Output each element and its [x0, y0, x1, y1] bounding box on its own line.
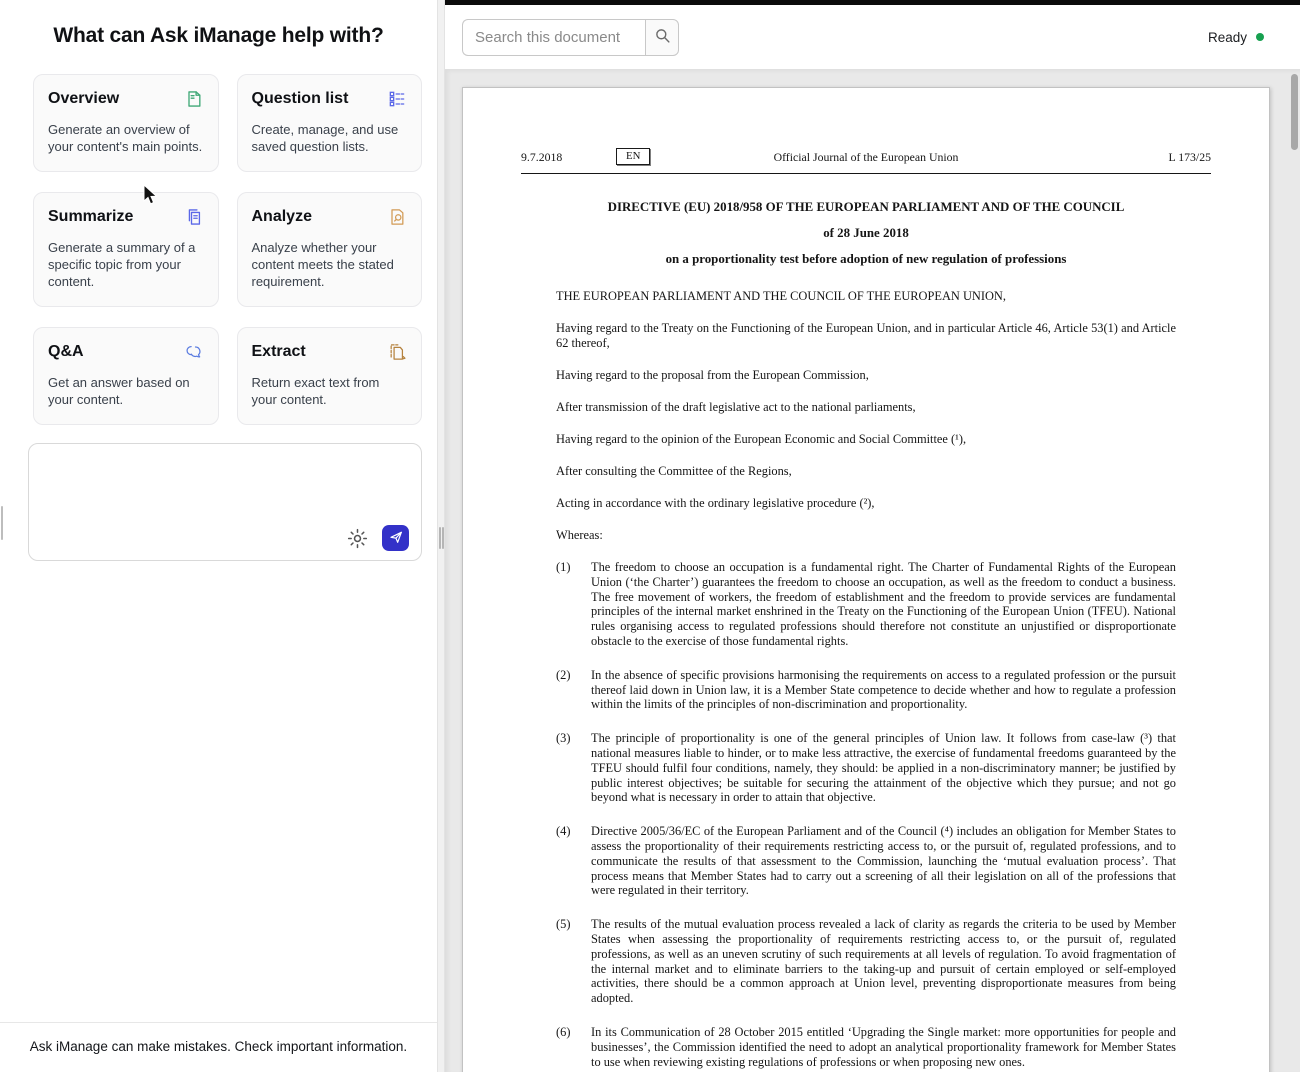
recital-item [556, 917, 1176, 1006]
viewer-toolbar [445, 5, 1300, 69]
preamble-paragraph: After consulting the Committee of the Regions, [556, 464, 792, 478]
recital-text: The principle of proportionality is one of the general principles of Union law. It follows from case-law (³) that national measures liable to hinder, or to make less attractive, the exercise of fundamental freedoms guaranteed by the TFEU should fulfil four conditions, namely, they should: be applied in a non-discriminatory manner; be justified by public interest objectives; be suitable for securing the attainment of the objective which they pursue; and not go beyond what is necessary in order to attain that objective. [591, 731, 1176, 805]
recital-item [556, 731, 1176, 805]
copy-document-icon [184, 207, 204, 227]
directive-title-line: on a proportionality test before adoption of new regulation of professions [665, 252, 1067, 266]
card-qa[interactable] [33, 327, 219, 425]
document-icon [184, 89, 204, 109]
status-indicator [1208, 30, 1264, 45]
card-question-list[interactable] [237, 74, 423, 172]
card-title: Extract [251, 343, 306, 360]
directive-title [521, 200, 1211, 267]
status-label: Ready [1207, 29, 1247, 45]
card-title: Overview [48, 90, 120, 107]
journal-title: Official Journal of the European Union [773, 150, 959, 164]
search-input[interactable] [462, 19, 645, 56]
document-viewport[interactable] [445, 69, 1300, 1072]
card-title: Question list [251, 90, 349, 107]
card-extract[interactable] [237, 327, 423, 425]
whereas-label: Whereas: [556, 528, 603, 542]
directive-title-line: of 28 June 2018 [823, 226, 909, 240]
question-list-icon [387, 89, 407, 109]
recital-number: (4) [556, 824, 571, 839]
extract-documents-icon [387, 342, 407, 362]
preamble-paragraph: THE EUROPEAN PARLIAMENT AND THE COUNCIL OF THE EUROPEAN UNION, [556, 289, 1006, 303]
recital-text: In the absence of specific provisions harmonising the requirements on access to a regulated profession or the pursuit thereof laid down in Union law, it is a Member State competence to decide whether and how to regulate a profession within the limits of the principles of non-discrimination and proportionality. [591, 667, 1176, 712]
journal-page-ref: L 173/25 [1168, 150, 1211, 164]
card-description: Return exact text from your content. [251, 375, 380, 407]
status-dot [1256, 33, 1264, 41]
language-badge: EN [616, 148, 650, 165]
splitter-grip [439, 527, 441, 549]
preamble-paragraph: Having regard to the proposal from the European Commission, [556, 368, 869, 382]
recital-number: (3) [556, 731, 571, 746]
document-page [462, 87, 1270, 1072]
prompt-box [28, 443, 422, 561]
header-rule [521, 173, 1211, 174]
journal-date: 9.7.2018 [521, 150, 563, 164]
document-search [462, 19, 679, 56]
recital-text: Directive 2005/36/EC of the European Parliament and of the Council (⁴) includes an obligation for Member States to assess the proportionality of their requirements restricting access to, or the pursuit of, regulated professions, and to communicate the results of that assessment to the Commission, launching the ‘mutual evaluation process’. That process means that Member States had to carry out a screening of all their legislation on all of the professions that were regulated in their territory. [591, 824, 1176, 898]
preamble-paragraph: Having regard to the Treaty on the Functioning of the European Union, and in particular Article 46, Article 53(1) and Article 62 thereof, [556, 321, 1176, 350]
preamble-paragraph: Acting in accordance with the ordinary legislative procedure (²), [556, 496, 875, 510]
card-description: Create, manage, and use saved question lists. [251, 122, 399, 154]
search-button[interactable] [645, 19, 679, 56]
recital-item [556, 668, 1176, 712]
recital-number: (2) [556, 667, 571, 682]
disclaimer [0, 1022, 437, 1072]
card-analyze[interactable] [237, 192, 423, 307]
recital-item [556, 1025, 1176, 1069]
preamble [521, 289, 1211, 543]
preamble-paragraph: After transmission of the draft legislative act to the national parliaments, [556, 400, 916, 414]
card-description: Get an answer based on your content. [48, 375, 190, 407]
card-description: Analyze whether your content meets the stated requirement. [251, 240, 394, 289]
search-icon [653, 26, 672, 48]
left-edge-grip[interactable] [1, 506, 3, 540]
recital-text: The results of the mutual evaluation process revealed a lack of clarity as regards the criteria to be used by Member States when assessing the proportionality of requirements restricting access to, or the pursuit of, regulated professions, as well as an uneven scrutiny of such requirements at all levels of regulation. To avoid fragmentation of the internal market and to eliminate barriers to the taking-up and pursuit of certain employed or self-employed activities, there should be a common approach at Union level, preventing disproportionate measures from being adopted. [591, 917, 1176, 1006]
recital-item [556, 560, 1176, 649]
gear-icon [346, 527, 369, 550]
recitals [521, 560, 1211, 1069]
panel-title: What can Ask iManage help with? [53, 24, 384, 47]
directive-title-line: DIRECTIVE (EU) 2018/958 OF THE EUROPEAN PARLIAMENT AND OF THE COUNCIL [607, 200, 1125, 214]
send-button[interactable] [382, 525, 409, 551]
card-description: Generate an overview of your content's main points. [48, 122, 203, 154]
ask-imanage-panel [0, 0, 437, 1072]
document-viewer [445, 0, 1300, 1072]
chat-bubbles-icon [184, 342, 204, 362]
preamble-paragraph: Having regard to the opinion of the European Economic and Social Committee (¹), [556, 432, 967, 446]
journal-header [521, 148, 1211, 166]
recital-text: In its Communication of 28 October 2015 entitled ‘Upgrading the Single market: more opportunities for people and businesses’, the Commission identified the need to adopt an analytical proportionality framework for Member States to use when reviewing existing regulations of professions or when proposing new ones. [591, 1024, 1176, 1069]
card-overview[interactable] [33, 74, 219, 172]
recital-number: (1) [556, 560, 571, 574]
card-description: Generate a summary of a specific topic from your content. [48, 240, 196, 289]
card-title: Q&A [48, 343, 84, 360]
recital-number: (5) [556, 917, 571, 932]
recital-item [556, 824, 1176, 898]
document-magnifier-icon [387, 207, 407, 227]
card-summarize[interactable] [33, 192, 219, 307]
settings-button[interactable] [346, 527, 369, 550]
card-title: Analyze [251, 208, 312, 225]
disclaimer-text: Ask iManage can make mistakes. Check important information. [29, 1039, 408, 1054]
splitter-grip [442, 527, 444, 549]
vertical-scrollbar[interactable] [1291, 74, 1298, 150]
capability-cards [33, 74, 422, 425]
panel-splitter[interactable] [437, 0, 445, 1072]
recital-number: (6) [556, 1024, 571, 1039]
recital-text: The freedom to choose an occupation is a fundamental right. The Charter of Fundamental Rights of the European Union (‘the Charter’) guarantees the freedom to choose an occupation, as well as the freedom to conduct a business. The free movement of workers, the freedom of establishment and the freedom to provide services are fundamental principles of the internal market enshrined in the Treaty on the Functioning of the European Union (TFEU). National rules organising access to regulated professions should therefore not constitute an unjustified or disproportionate obstacle to the exercise of those fundamental rights. [591, 560, 1176, 648]
send-icon [388, 529, 404, 548]
card-title: Summarize [48, 208, 134, 225]
